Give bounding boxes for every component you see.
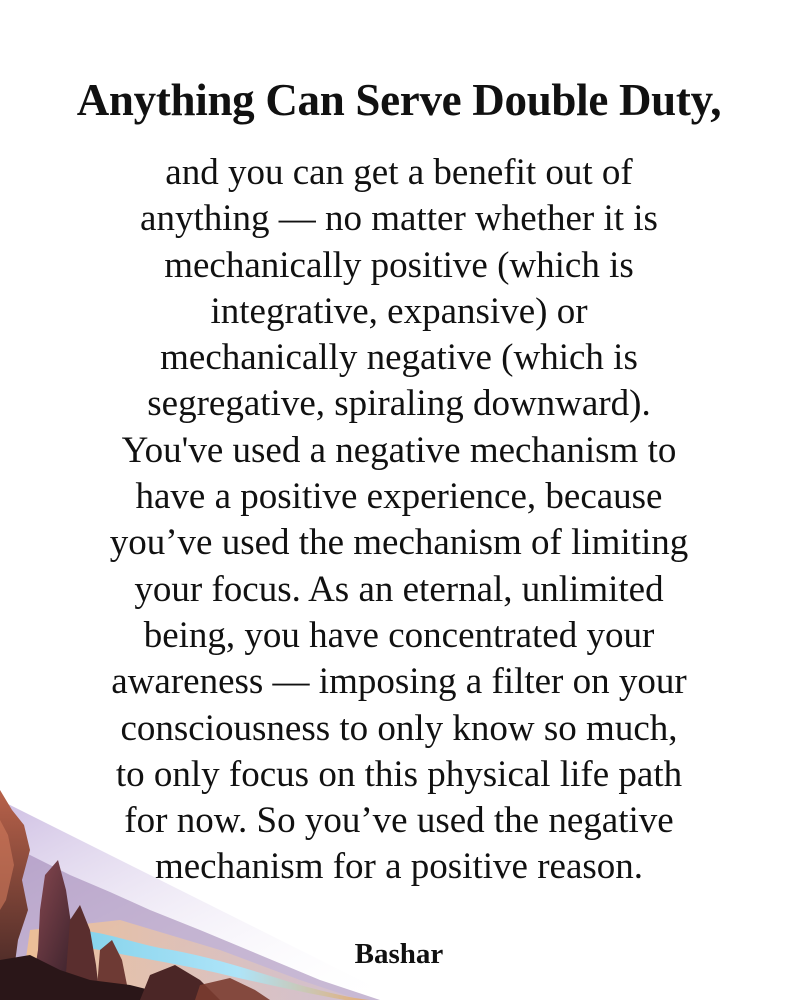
quote-line: consciousness to only know so much, — [120, 707, 678, 749]
quote-line: mechanism for a positive reason. — [154, 846, 644, 888]
quote-line: your focus. As an eternal, unlimited — [134, 568, 664, 610]
quote-line: anything — no matter whether it is — [140, 198, 658, 240]
quote-line: for now. So you’ve used the negative — [124, 800, 674, 842]
quote-line: segregative, spiraling downward). — [147, 383, 651, 425]
quote-line: and you can get a benefit out of — [165, 152, 633, 193]
quote-line: you’ve used the mechanism of limiting — [109, 522, 689, 564]
quote-line: mechanically positive (which is — [164, 244, 634, 286]
quote-author: Bashar — [354, 938, 444, 970]
quote-line: to only focus on this physical life path — [115, 753, 683, 795]
quote-line: being, you have concentrated your — [143, 614, 655, 656]
quote-title: Anything Can Serve Double Duty, — [76, 75, 722, 125]
quote-body — [20, 150, 778, 891]
quote-line: You've used a negative mechanism to — [121, 429, 677, 471]
quote-line: integrative, expansive) or — [210, 290, 588, 332]
quote-line: awareness — imposing a filter on your — [111, 661, 687, 703]
quote-line: have a positive experience, because — [135, 476, 663, 518]
quote-line: mechanically negative (which is — [160, 337, 638, 379]
